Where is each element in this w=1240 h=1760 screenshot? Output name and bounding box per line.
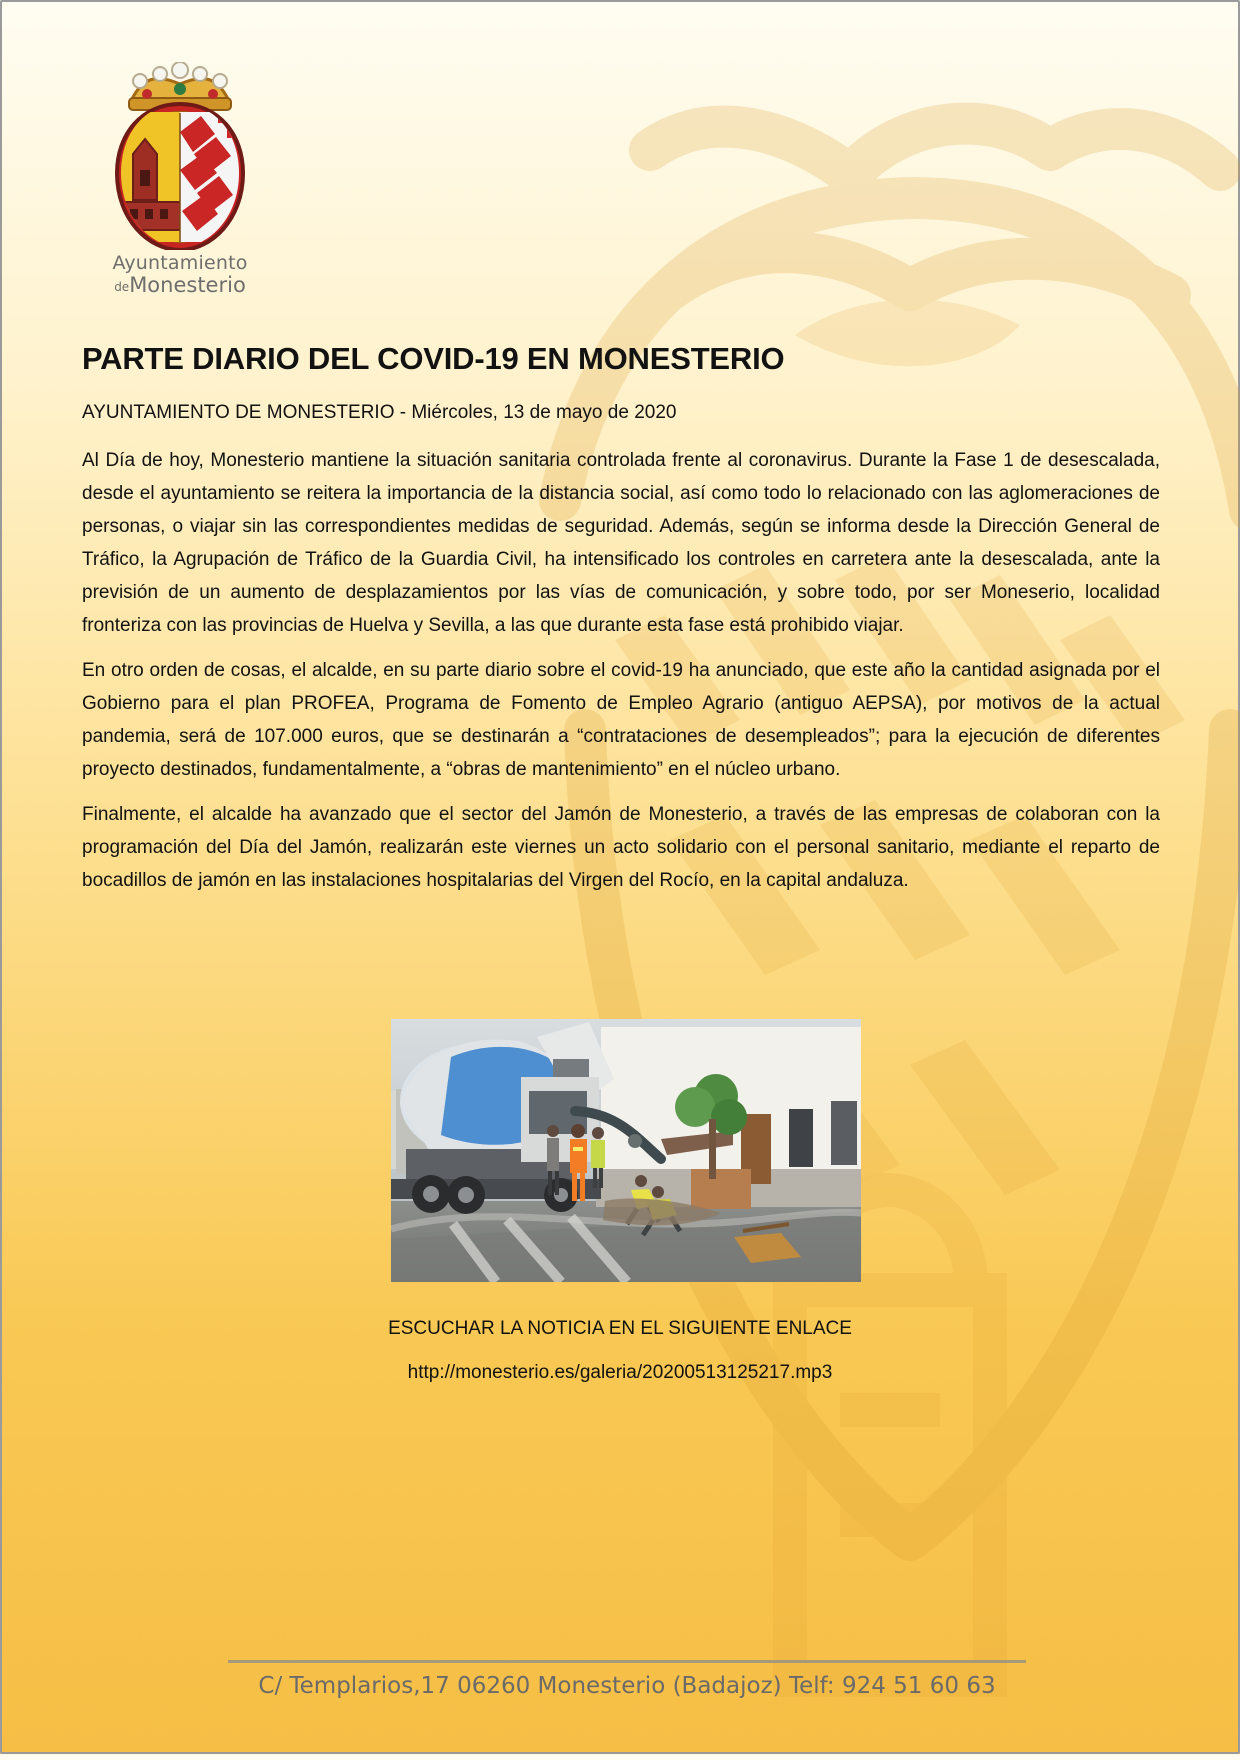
logo-line-2-prefix: de (114, 280, 130, 294)
logo-line-1: Ayuntamiento (112, 252, 248, 274)
footer-address: C/ Templarios,17 06260 Monesterio (Badajoz) Telf: 924 51 60 63 (258, 1673, 996, 1699)
coat-of-arms-watermark-icon (520, 80, 1240, 1760)
audio-link[interactable]: http://monesterio.es/galeria/20200513125217.mp3 (407, 1362, 833, 1383)
article-subtitle: AYUNTAMIENTO DE MONESTERIO - Miércoles, 13 de mayo de 2020 (82, 402, 677, 423)
listen-label: ESCUCHAR LA NOTICIA EN EL SIGUIENTE ENLACE (388, 1318, 852, 1339)
article-content (82, 340, 1160, 909)
footer-divider (228, 1660, 1026, 1663)
construction-photo (391, 1019, 861, 1282)
page-title: PARTE DIARIO DEL COVID-19 EN MONESTERIO (82, 341, 785, 376)
article-paragraph-3: Finalmente, el alcalde ha avanzado que el sector del Jamón de Monesterio, a través de las empresas de colaboran con la programación del Día del Jamón, realizarán este viernes un acto solidario con el personal sanitario, mediante el reparto de bocadillos de jamón en las instalaciones hospitalarias del Virgen del Rocío, en la capital andaluza. (82, 804, 1160, 891)
logo-line-2 (100, 275, 260, 296)
listen-section (320, 1316, 920, 1386)
logo-text (100, 254, 260, 296)
page-footer (228, 1660, 1026, 1701)
article-paragraph-1: Al Día de hoy, Monesterio mantiene la situación sanitaria controlada frente al coronavirus. Durante la Fase 1 de desescalada, desde el ayuntamiento se reitera la importancia de la distancia social, así como todo lo relacionado con las aglomeraciones de personas, o viajar sin las correspondientes medidas de seguridad. Además, según se informa desde la Dirección General de Tráfico, la Agrupación de Tráfico de la Guardia Civil, ha intensificado los controles en carretera ante la desescalada, ante la previsión de un aumento de desplazamientos por las vías de comunicación, y sobre todo, por ser Moneserio, localidad fronteriza con las provincias de Huelva y Sevilla, a las que durante esta fase está prohibido viajar. (82, 450, 1160, 636)
article-paragraph-2: En otro orden de cosas, el alcalde, en su parte diario sobre el covid-19 ha anunciado, que este año la cantidad asignada por el Gobierno para el plan PROFEA, Programa de Fomento de Empleo Agrario (antiguo AEPSA), por motivos de la actual pandemia, será de 107.000 euros, que se destinarán a “contrataciones de desempleados”; para la ejecución de diferentes proyecto destinados, fundamentalmente, a “obras de mantenimiento” en el núcleo urbano. (82, 660, 1160, 780)
monesterio-coat-of-arms-icon (109, 62, 251, 250)
construction-truck-photo (391, 1019, 861, 1282)
logo-line-2-main: Monesterio (129, 273, 246, 297)
municipal-logo (100, 62, 260, 296)
